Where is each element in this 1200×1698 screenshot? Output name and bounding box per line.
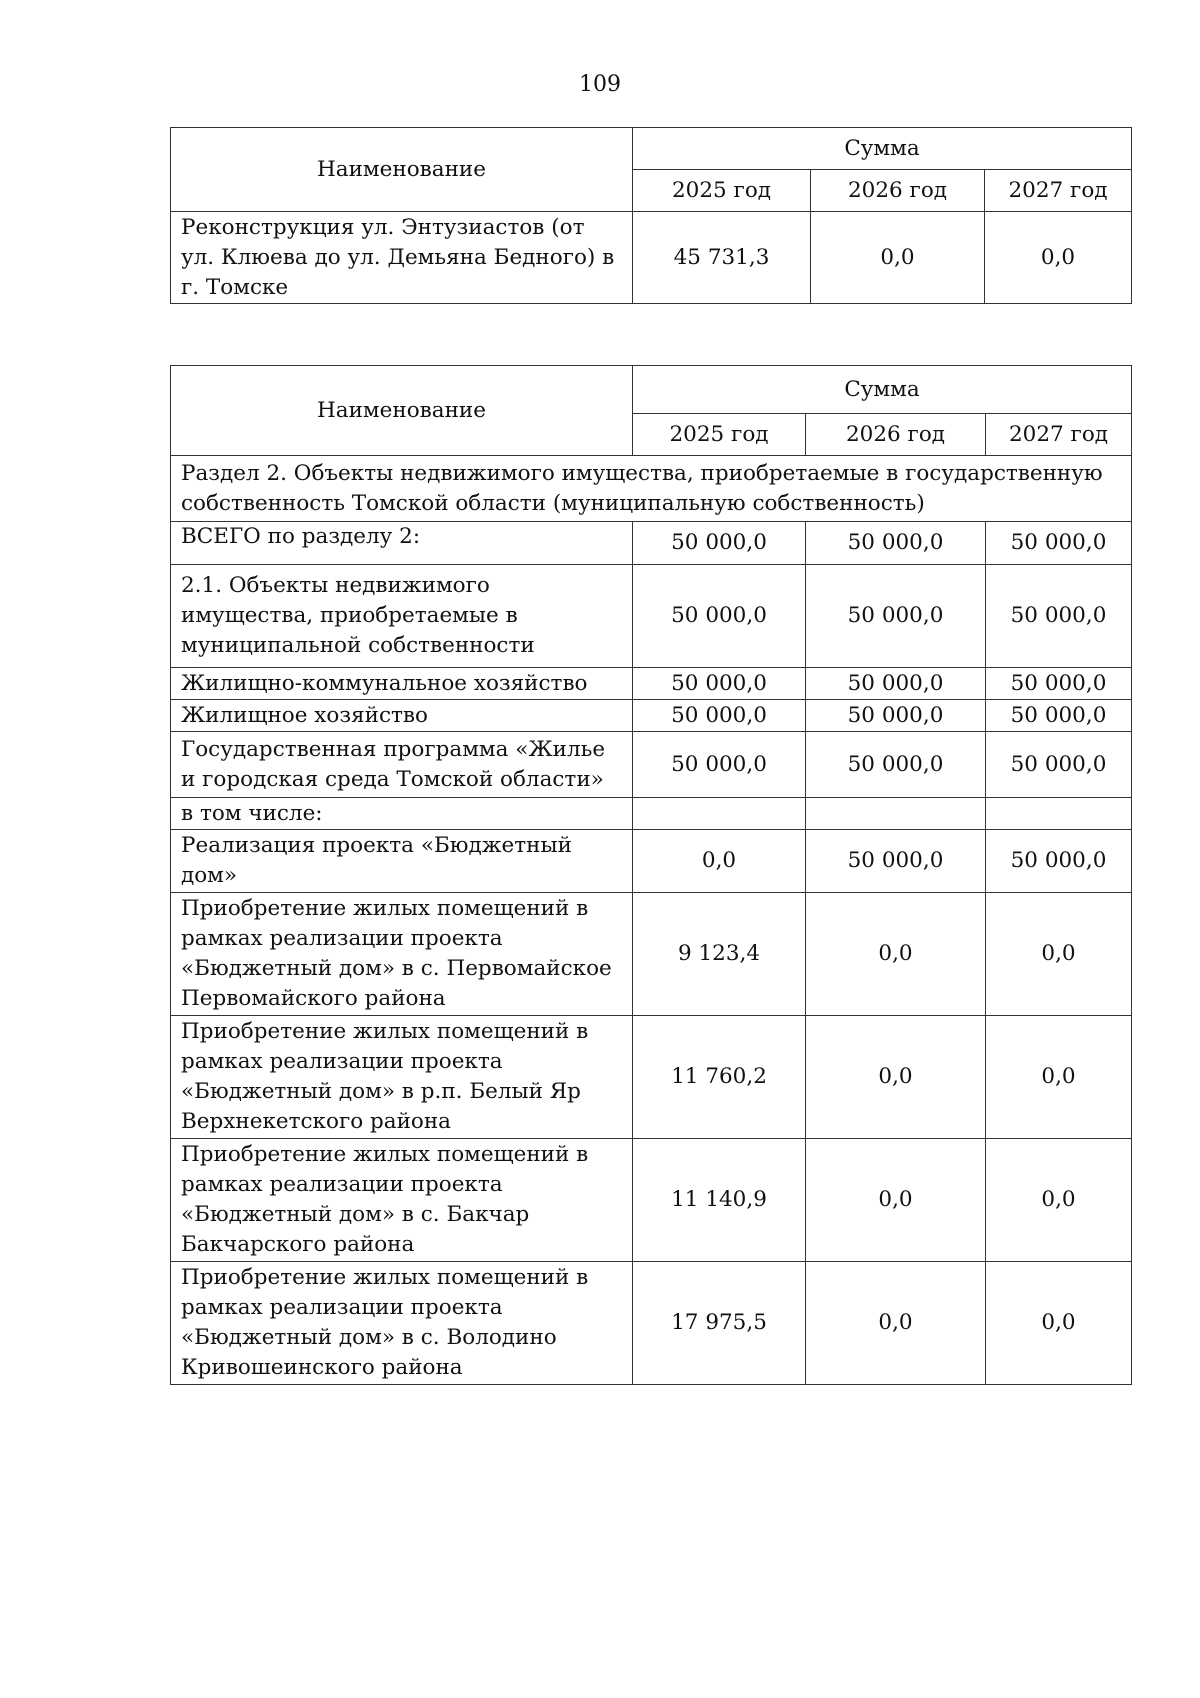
value-2026: 50 000,0 — [806, 522, 986, 565]
value-2025: 50 000,0 — [633, 565, 806, 668]
row-name: Приобретение жилых помещений в рамках реализации проекта «Бюджетный дом» в р.п. Белый Яр Верхнекетского района — [171, 1016, 633, 1139]
value-2027: 50 000,0 — [986, 732, 1132, 798]
row-name: Жилищное хозяйство — [171, 700, 633, 732]
row-name: Реализация проекта «Бюджетный дом» — [171, 830, 633, 893]
value-2027: 50 000,0 — [986, 830, 1132, 893]
table-row — [171, 522, 1132, 565]
value-2025: 50 000,0 — [633, 522, 806, 565]
value-2027 — [986, 798, 1132, 830]
row-name: Приобретение жилых помещений в рамках реализации проекта «Бюджетный дом» в с. Бакчар Бакчарского района — [171, 1139, 633, 1262]
table-row — [171, 893, 1132, 1016]
table-row — [171, 1262, 1132, 1385]
table-row — [171, 1139, 1132, 1262]
value-2025: 0,0 — [633, 830, 806, 893]
header-year-2025: 2025 год — [633, 170, 811, 212]
table-row — [171, 1016, 1132, 1139]
row-name: ВСЕГО по разделу 2: — [171, 522, 633, 565]
value-2026: 50 000,0 — [806, 565, 986, 668]
value-2026: 0,0 — [806, 1016, 986, 1139]
value-2027: 0,0 — [986, 1139, 1132, 1262]
value-2026: 0,0 — [806, 893, 986, 1016]
value-2025: 45 731,3 — [633, 212, 811, 304]
table-row — [171, 798, 1132, 830]
value-2025: 11 760,2 — [633, 1016, 806, 1139]
value-2027: 0,0 — [985, 212, 1132, 304]
header-name: Наименование — [171, 366, 633, 456]
row-name: Приобретение жилых помещений в рамках реализации проекта «Бюджетный дом» в с. Володино Кривошеинского района — [171, 1262, 633, 1385]
row-name: Жилищно-коммунальное хозяйство — [171, 668, 633, 700]
table-row — [171, 700, 1132, 732]
table-row — [171, 668, 1132, 700]
row-name: 2.1. Объекты недвижимого имущества, приобретаемые в муниципальной собственности — [171, 565, 633, 668]
header-year-2027: 2027 год — [986, 414, 1132, 456]
value-2026: 0,0 — [811, 212, 985, 304]
value-2025: 50 000,0 — [633, 732, 806, 798]
value-2027: 50 000,0 — [986, 700, 1132, 732]
value-2026: 0,0 — [806, 1262, 986, 1385]
value-2027: 0,0 — [986, 893, 1132, 1016]
value-2027: 50 000,0 — [986, 565, 1132, 668]
header-year-2025: 2025 год — [633, 414, 806, 456]
value-2026: 50 000,0 — [806, 732, 986, 798]
section-title: Раздел 2. Объекты недвижимого имущества, приобретаемые в государственную собственность Томской области (муниципальную собственность) — [171, 456, 1132, 522]
row-name: Государственная программа «Жилье и городская среда Томской области» — [171, 732, 633, 798]
value-2026: 50 000,0 — [806, 668, 986, 700]
value-2025: 50 000,0 — [633, 668, 806, 700]
value-2027: 50 000,0 — [986, 668, 1132, 700]
budget-table-road-reconstruction — [170, 127, 1132, 304]
value-2025: 50 000,0 — [633, 700, 806, 732]
header-year-2026: 2026 год — [806, 414, 986, 456]
row-name: Реконструкция ул. Энтузиастов (от ул. Клюева до ул. Демьяна Бедного) в г. Томске — [171, 212, 633, 304]
value-2027: 50 000,0 — [986, 522, 1132, 565]
row-name: в том числе: — [171, 798, 633, 830]
table-row — [171, 732, 1132, 798]
budget-table-section-2 — [170, 365, 1132, 1385]
table-row — [171, 565, 1132, 668]
header-name: Наименование — [171, 128, 633, 212]
value-2025 — [633, 798, 806, 830]
value-2027: 0,0 — [986, 1262, 1132, 1385]
page-number: 109 — [579, 72, 621, 97]
row-name: Приобретение жилых помещений в рамках реализации проекта «Бюджетный дом» в с. Первомайское Первомайского района — [171, 893, 633, 1016]
header-sum: Сумма — [633, 366, 1132, 414]
value-2027: 0,0 — [986, 1016, 1132, 1139]
value-2026: 0,0 — [806, 1139, 986, 1262]
value-2025: 11 140,9 — [633, 1139, 806, 1262]
table-row — [171, 830, 1132, 893]
header-sum: Сумма — [633, 128, 1132, 170]
value-2026: 50 000,0 — [806, 830, 986, 893]
value-2026 — [806, 798, 986, 830]
value-2025: 17 975,5 — [633, 1262, 806, 1385]
table-row — [171, 212, 1132, 304]
value-2025: 9 123,4 — [633, 893, 806, 1016]
header-year-2027: 2027 год — [985, 170, 1132, 212]
value-2026: 50 000,0 — [806, 700, 986, 732]
header-year-2026: 2026 год — [811, 170, 985, 212]
